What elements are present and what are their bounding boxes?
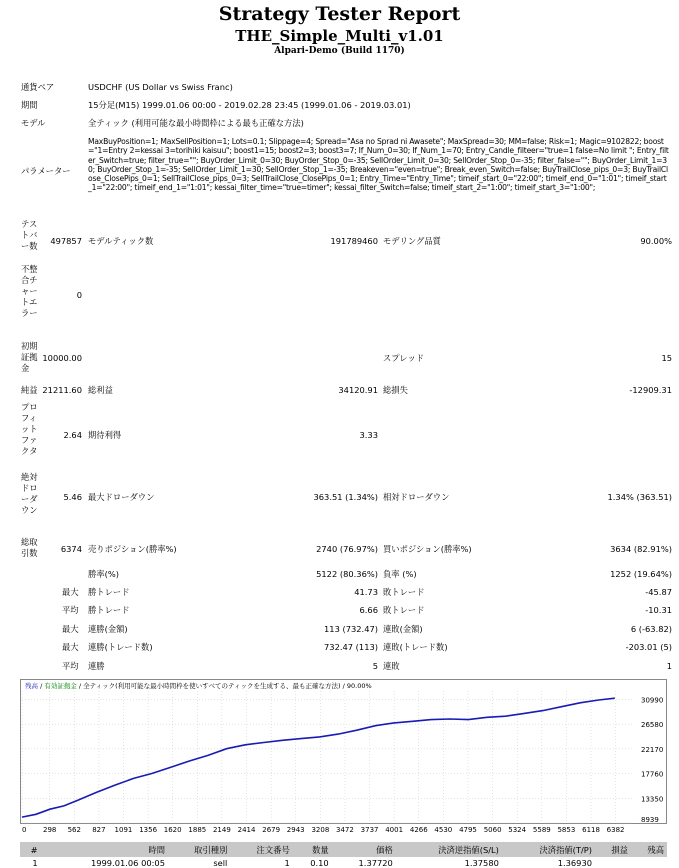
abs-dd-label: 絶対ドローダウン (21, 472, 38, 515)
avg-cons-losses-value: 1 (666, 661, 672, 671)
params-value: MaxBuyPosition=1; MaxSellPosition=1; Lots=0.1; Slippage=4; Spread="Asa no Sprad ni Awasete"; MaxSpread=30; MM=false; Risk=1; Magic=9102822; boost="1=Entry 2=kessai 3=torihiki kaisuu"; boost1=15; boost2=3; boost3=7; If_Num_0=30; If_Num_1=70; Entry_Candle_filteer="true=1 false=No limit "; Entry_filter_Switch=true; filter_true=""; BuyOrder_Limit_0=30; BuyOrder_Stop_0=-35; SellOrder_Limit_0=30; SellOrder_Stop_0=-35; filter_false=""; BuyOrder_Limit_1=30; BuyOrder_Stop_1=-35; SellOrder_Limit_1=30; SellOrder_Stop_1=-35; Breakeven="even=true"; Break_even_Switch=false; BuyTrailClose_pips_0=3; BuyTrailClose_ClosePips_0=1; SellTrailClose_pips_0=3; SellTrailClose_ClosePips_0=1; Entry_Time="Entry_Time"; timeif_start_0="22:00"; timeif_end_0="1:01"; timeif_start_1="22:00"; timeif_end_1="1:01"; kessai_filter_time="true=timer"; kessai_filter_Switch=false; timeif_start_2="1:00"; timeif_start_3="1:00"; (88, 137, 669, 193)
legend-desc: 全ティック(利用可能な最小時間枠を使いすべてのティックを生成する、最も正確な方法) (83, 682, 341, 690)
net-label: 純益 (21, 385, 38, 395)
avg-win-value: 6.66 (359, 605, 378, 615)
max2-label: 最大 (62, 624, 79, 634)
x-tick-label: 562 (67, 826, 81, 834)
legend-quality: 90.00% (346, 682, 372, 690)
table-cell: 1 (32, 857, 38, 868)
avg-win-label: 勝トレード (88, 605, 130, 615)
table-body (20, 857, 667, 868)
chart-legend: 残高 / 有効証拠金 / 全ティック(利用可能な最小時間枠を使いすべてのティックを生成する、最も正確な方法) / 90.00% (25, 682, 372, 690)
rel-dd-value: 1.34% (363.51) (607, 492, 672, 502)
x-tick-label: 1091 (114, 826, 133, 834)
table-header-cell: # (20, 842, 41, 857)
trades-table (20, 842, 667, 868)
table-header-cell: 決済逆指値(S/L) (396, 842, 502, 857)
table-header-cell: 残高 (631, 842, 667, 857)
cons-loss-value: -203.01 (5) (625, 642, 672, 652)
table-cell (595, 857, 631, 868)
quality-value: 90.00% (640, 236, 672, 246)
total-label: 総取引数 (21, 537, 38, 558)
x-tick-label: 4266 (409, 826, 428, 834)
gross-profit-value: 34120.91 (338, 385, 378, 395)
win-pct-value: 5122 (80.36%) (316, 569, 378, 579)
x-axis (20, 822, 667, 836)
y-tick-label: 17760 (641, 770, 664, 779)
max3-label: 最大 (62, 642, 79, 652)
x-tick-label: 3737 (360, 826, 379, 834)
spread-value: 15 (661, 353, 672, 363)
symbol-label: 通貨ペア (21, 82, 55, 92)
cons-profit-value: 732.47 (113) (324, 642, 378, 652)
gross-profit-label: 総利益 (88, 385, 113, 395)
x-tick-label: 1885 (188, 826, 207, 834)
avg-label: 平均 (62, 605, 79, 615)
largest-loss-label: 敗トレード (383, 587, 425, 597)
table-header-cell: 損益 (595, 842, 631, 857)
bars-label: テストバー数 (21, 219, 38, 251)
table-header-cell: 取引種別 (168, 842, 230, 857)
mismatch-label: 不整合チャートエラー (21, 264, 38, 318)
x-tick-label: 298 (43, 826, 57, 834)
y-tick-label: 13350 (641, 795, 664, 804)
model-value: 全ティック (利用可能な最小時間枠による最も正確な方法) (88, 118, 304, 128)
x-tick-label: 1356 (139, 826, 158, 834)
bars-value: 497857 (50, 236, 82, 246)
table-cell (631, 857, 667, 868)
x-tick-label: 3472 (336, 826, 354, 834)
legend-balance: 残高 (25, 682, 38, 690)
table-header-cell: 数量 (293, 842, 332, 857)
x-tick-label: 4530 (434, 826, 453, 834)
avg-loss-value: -10.31 (645, 605, 672, 615)
x-tick-label: 3208 (311, 826, 330, 834)
x-tick-label: 5853 (557, 826, 576, 834)
symbol-value: USDCHF (US Dollar vs Swiss Franc) (88, 82, 233, 92)
gross-loss-label: 総損失 (383, 385, 408, 395)
largest-win-value: 41.73 (354, 587, 378, 597)
params-label: パラメーター (21, 166, 71, 176)
table-header-cell: 価格 (332, 842, 396, 857)
pf-value: 2.64 (63, 430, 82, 440)
max-dd-value: 363.51 (1.34%) (313, 492, 378, 502)
avg-loss-label: 敗トレード (383, 605, 425, 615)
max-dd-label: 最大ドローダウン (88, 492, 155, 502)
expected-label: 期待利得 (88, 430, 122, 440)
largest-win-label: 勝トレード (88, 587, 130, 597)
net-value: 21211.60 (42, 385, 82, 395)
avg-cons-wins-label: 連勝 (88, 661, 105, 671)
cons-losses-label: 連敗(金額) (383, 624, 423, 634)
x-tick-label: 4795 (459, 826, 477, 834)
largest-loss-value: -45.87 (645, 587, 672, 597)
short-label: 売りポジション(勝率%) (88, 544, 177, 554)
rel-dd-label: 相対ドローダウン (383, 492, 450, 502)
avg-cons-wins-value: 5 (372, 661, 378, 671)
table-header-cell: 決済指値(T/P) (502, 842, 595, 857)
spread-label: スプレッド (383, 353, 425, 363)
cons-losses-value: 6 (-63.82) (630, 624, 672, 634)
table-row (20, 857, 667, 868)
avg-cons-losses-label: 連敗 (383, 661, 400, 671)
x-tick-label: 5589 (532, 826, 551, 834)
long-value: 3634 (82.91%) (610, 544, 672, 554)
x-tick-label: 5060 (483, 826, 502, 834)
long-label: 買いポジション(勝率%) (383, 544, 472, 554)
table-cell: 1.37580 (464, 857, 499, 868)
x-tick-label: 0 (22, 826, 27, 834)
loss-pct-value: 1252 (19.64%) (610, 569, 672, 579)
quality-label: モデリング品質 (383, 236, 441, 246)
x-tick-label: 4001 (385, 826, 404, 834)
x-tick-label: 2943 (286, 826, 305, 834)
legend-equity: 有効証拠金 (44, 682, 77, 690)
expected-value: 3.33 (359, 430, 378, 440)
ticks-value: 191789460 (330, 236, 378, 246)
cons-wins-label: 連勝(金額) (88, 624, 128, 634)
x-tick-label: 2149 (212, 826, 231, 834)
x-tick-label: 827 (92, 826, 106, 834)
table-cell: sell (213, 857, 228, 868)
avg2-label: 平均 (62, 661, 79, 671)
deposit-label: 初期証拠金 (21, 341, 38, 373)
loss-pct-label: 負率 (%) (383, 569, 417, 579)
table-header-cell: 時間 (41, 842, 168, 857)
ticks-label: モデルティック数 (88, 236, 154, 246)
y-tick-label: 26580 (641, 721, 664, 730)
cons-loss-label: 連敗(トレード数) (383, 642, 448, 652)
gross-loss-value: -12909.31 (629, 385, 672, 395)
table-cell: 1.37720 (358, 857, 393, 868)
balance-chart (20, 679, 667, 824)
short-value: 2740 (76.97%) (316, 544, 378, 554)
cons-profit-label: 連勝(トレード数) (88, 642, 153, 652)
abs-dd-value: 5.46 (63, 492, 82, 502)
chart-frame (21, 680, 667, 824)
table-cell: 1.36930 (557, 857, 593, 868)
report-title: Strategy Tester Report (218, 3, 461, 25)
pf-label: プロフィットファクタ (21, 402, 38, 456)
cons-wins-value: 113 (732.47) (324, 624, 378, 634)
table-header-cell: 注文番号 (230, 842, 292, 857)
y-tick-label: 22170 (641, 745, 664, 754)
table-header-row (20, 842, 667, 857)
mismatch-value: 0 (76, 290, 82, 300)
server-build: Alpari-Demo (Build 1170) (274, 46, 405, 56)
table-cell: 1 (284, 857, 290, 868)
total-value: 6374 (60, 544, 82, 554)
table-cell: 0.10 (310, 857, 329, 868)
x-tick-label: 6382 (606, 826, 625, 834)
ea-name: THE_Simple_Multi_v1.01 (235, 27, 444, 45)
model-label: モデル (21, 118, 46, 128)
period-label: 期間 (21, 100, 38, 110)
x-tick-label: 2414 (237, 826, 256, 834)
y-tick-label: 8939 (641, 816, 659, 824)
period-value: 15分足(M15) 1999.01.06 00:00 - 2019.02.28 23:45 (1999.01.06 - 2019.03.01) (88, 100, 411, 110)
x-tick-label: 1620 (163, 826, 182, 834)
x-tick-label: 5324 (508, 826, 527, 834)
y-tick-label: 30990 (641, 696, 664, 705)
win-pct-label: 勝率(%) (88, 569, 119, 579)
table-cell: 1999.01.06 00:05 (90, 857, 165, 868)
x-tick-label: 6118 (582, 826, 600, 834)
x-tick-label: 2679 (262, 826, 281, 834)
deposit-value: 10000.00 (42, 353, 82, 363)
max-label: 最大 (62, 587, 79, 597)
